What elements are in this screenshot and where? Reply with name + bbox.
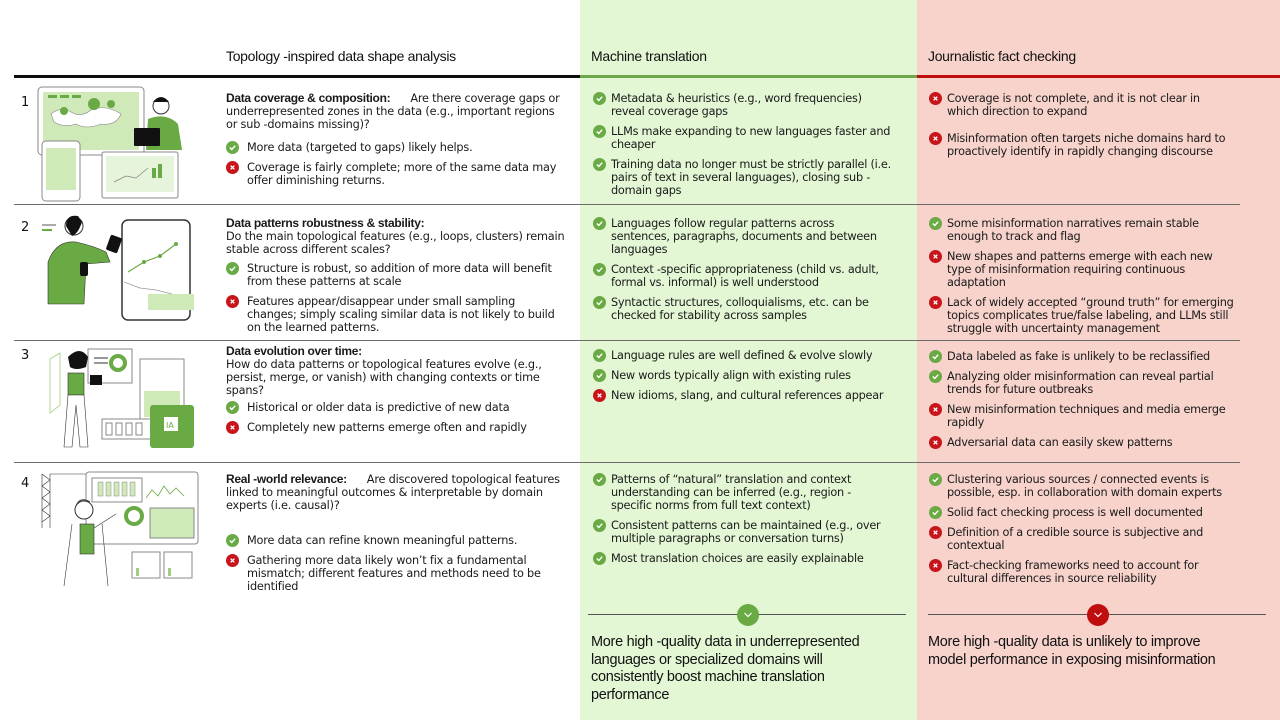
chevron-down-icon	[737, 604, 759, 626]
question-title: Data evolution over time:	[226, 344, 362, 358]
bullet-positive: LLMs make expanding to new languages faster and cheaper	[593, 125, 893, 151]
bullet-list	[226, 262, 566, 334]
bullet-positive: Context -specific appropriateness (child vs. adult, formal vs. informal) is well understood	[593, 263, 893, 289]
bullet-negative: Misinformation often targets niche domains hard to proactively identify in rapidly changing discourse	[929, 132, 1234, 158]
cross-circle-icon	[226, 295, 239, 308]
bullet-list	[226, 534, 566, 593]
bullet-positive: More data can refine known meaningful patterns.	[226, 534, 566, 547]
check-circle-icon	[593, 263, 606, 276]
bullet-negative: Gathering more data likely won’t fix a fundamental mismatch; different features and methods need to be identified	[226, 554, 566, 593]
row-3-fact-checking-cell	[929, 350, 1234, 456]
cross-circle-icon	[929, 436, 942, 449]
row-number: 4	[21, 476, 30, 491]
bullet-negative: New idioms, slang, and cultural references appear	[593, 389, 893, 402]
check-circle-icon	[226, 401, 239, 414]
bullet-negative: Adversarial data can easily skew patterns	[929, 436, 1234, 449]
row-2-translation-cell	[593, 217, 893, 329]
bullet-positive: Languages follow regular patterns across sentences, paragraphs, documents and between languages	[593, 217, 893, 256]
check-circle-icon	[226, 141, 239, 154]
bullet-negative: Coverage is not complete, and it is not clear in which direction to expand	[929, 92, 1234, 118]
cross-circle-icon	[929, 526, 942, 539]
header-divider-fact-checking	[917, 75, 1280, 78]
check-circle-icon	[226, 534, 239, 547]
bullet-positive: Patterns of “natural” translation and context understanding can be inferred (e.g., region - specific norms from full text context)	[593, 473, 893, 512]
check-circle-icon	[593, 125, 606, 138]
bullet-positive: New words typically align with existing rules	[593, 369, 893, 382]
check-circle-icon	[593, 552, 606, 565]
question-title: Data patterns robustness & stability:	[226, 216, 425, 230]
question-text: How do data patterns or topological features evolve (e.g., persist, merge, or vanish) with changing contexts or time spans?	[226, 358, 542, 397]
header-analysis: Topology -inspired data shape analysis	[226, 48, 456, 64]
cross-circle-icon	[929, 559, 942, 572]
row-2-question-block	[226, 217, 566, 341]
bullet-negative: Features appear/disappear under small sampling changes; simply scaling similar data is not likely to build on the learned patterns.	[226, 295, 566, 334]
row-number: 2	[21, 220, 30, 235]
check-circle-icon	[593, 519, 606, 532]
cross-circle-icon	[929, 92, 942, 105]
row-4-fact-checking-cell	[929, 473, 1234, 592]
cross-circle-icon	[929, 250, 942, 263]
row-divider	[14, 462, 1240, 463]
bullet-positive: More data (targeted to gaps) likely helps.	[226, 141, 566, 154]
check-circle-icon	[929, 473, 942, 486]
cross-circle-icon	[593, 389, 606, 402]
cross-circle-icon	[226, 161, 239, 174]
presenter-dashboard-illustration	[36, 468, 201, 588]
check-circle-icon	[929, 350, 942, 363]
row-1-translation-cell	[593, 92, 893, 204]
check-circle-icon	[593, 369, 606, 382]
bullet-positive: Training data no longer must be strictly parallel (i.e. pairs of text in several languages), closing sub -domain gaps	[593, 158, 893, 197]
check-circle-icon	[593, 296, 606, 309]
bullet-positive: Language rules are well defined & evolve slowly	[593, 349, 893, 362]
bullet-negative: Lack of widely accepted “ground truth” for emerging topics complicates true/false labeling, and LLMs still struggle with uncertainty management	[929, 296, 1234, 335]
bullet-negative: Completely new patterns emerge often and rapidly	[226, 421, 566, 434]
question-title: Real -world relevance:	[226, 472, 347, 486]
bullet-negative: Coverage is fairly complete; more of the same data may offer diminishing returns.	[226, 161, 566, 187]
bullet-negative: New misinformation techniques and media emerge rapidly	[929, 403, 1234, 429]
check-circle-icon	[593, 349, 606, 362]
cross-circle-icon	[929, 403, 942, 416]
check-circle-icon	[593, 217, 606, 230]
row-1-question-block	[226, 92, 566, 194]
bullet-positive: Structure is robust, so addition of more data will benefit from these patterns at scale	[226, 262, 566, 288]
chevron-down-icon	[1087, 604, 1109, 626]
bullet-negative: New shapes and patterns emerge with each new type of misinformation requiring continuous adaptation	[929, 250, 1234, 289]
header-divider-analysis	[14, 75, 580, 78]
question-title: Data coverage & composition:	[226, 91, 391, 105]
cross-circle-icon	[226, 421, 239, 434]
conclusion-fact-checking: More high -quality data is unlikely to improve model performance in exposing misinformation	[928, 634, 1216, 668]
question-text: Are discovered topological features linked to meaningful outcomes & interpretable by domain experts (i.e. causal)?	[226, 473, 560, 512]
bullet-positive: Analyzing older misinformation can reveal partial trends for future outbreaks	[929, 370, 1234, 396]
header-fact-checking: Journalistic fact checking	[928, 48, 1076, 64]
check-circle-icon	[593, 92, 606, 105]
check-circle-icon	[929, 217, 942, 230]
bullet-positive: Historical or older data is predictive of new data	[226, 401, 566, 414]
bullet-positive: Data labeled as fake is unlikely to be reclassified	[929, 350, 1234, 363]
check-circle-icon	[929, 506, 942, 519]
row-3-translation-cell	[593, 349, 893, 409]
cross-circle-icon	[226, 554, 239, 567]
check-circle-icon	[593, 158, 606, 171]
row-2-fact-checking-cell	[929, 217, 1234, 342]
bullet-positive: Solid fact checking process is well documented	[929, 506, 1234, 519]
question-text: Are there coverage gaps or underrepresented zones in the data (e.g., important regions or sub -domains missing)?	[226, 92, 560, 131]
map-dashboard-illustration	[36, 84, 186, 202]
row-1-fact-checking-cell	[929, 92, 1234, 165]
bullet-positive: Syntactic structures, colloquialisms, etc. can be checked for stability across samples	[593, 296, 893, 322]
row-number: 3	[21, 348, 30, 363]
conclusion-translation: More high -quality data in underrepresented languages or specialized domains will consistently boost machine translation performance	[591, 634, 860, 703]
ai-evolution-illustration	[36, 345, 196, 450]
row-number: 1	[21, 95, 30, 110]
bullet-negative: Definition of a credible source is subjective and contextual	[929, 526, 1234, 552]
ia-label: IA	[166, 421, 174, 430]
row-divider	[14, 204, 1240, 205]
header-divider-translation	[580, 75, 917, 78]
bullet-list	[226, 401, 566, 434]
row-3-question-block	[226, 345, 566, 441]
row-4-question-block	[226, 473, 566, 600]
row-4-translation-cell	[593, 473, 893, 572]
header-machine-translation: Machine translation	[591, 48, 707, 64]
bullet-list	[226, 141, 566, 187]
check-circle-icon	[226, 262, 239, 275]
tablet-chart-illustration	[36, 212, 196, 330]
bullet-positive: Clustering various sources / connected events is possible, esp. in collaboration with domain experts	[929, 473, 1234, 499]
cross-circle-icon	[929, 132, 942, 145]
check-circle-icon	[929, 370, 942, 383]
bullet-positive: Most translation choices are easily explainable	[593, 552, 893, 565]
check-circle-icon	[593, 473, 606, 486]
bullet-negative: Fact-checking frameworks need to account for cultural differences in source reliability	[929, 559, 1234, 585]
bullet-positive: Metadata & heuristics (e.g., word frequencies) reveal coverage gaps	[593, 92, 893, 118]
bullet-positive: Some misinformation narratives remain stable enough to track and flag	[929, 217, 1234, 243]
cross-circle-icon	[929, 296, 942, 309]
bullet-positive: Consistent patterns can be maintained (e.g., over multiple paragraphs or conversation turns)	[593, 519, 893, 545]
question-text: Do the main topological features (e.g., loops, clusters) remain stable across different scales?	[226, 230, 565, 256]
